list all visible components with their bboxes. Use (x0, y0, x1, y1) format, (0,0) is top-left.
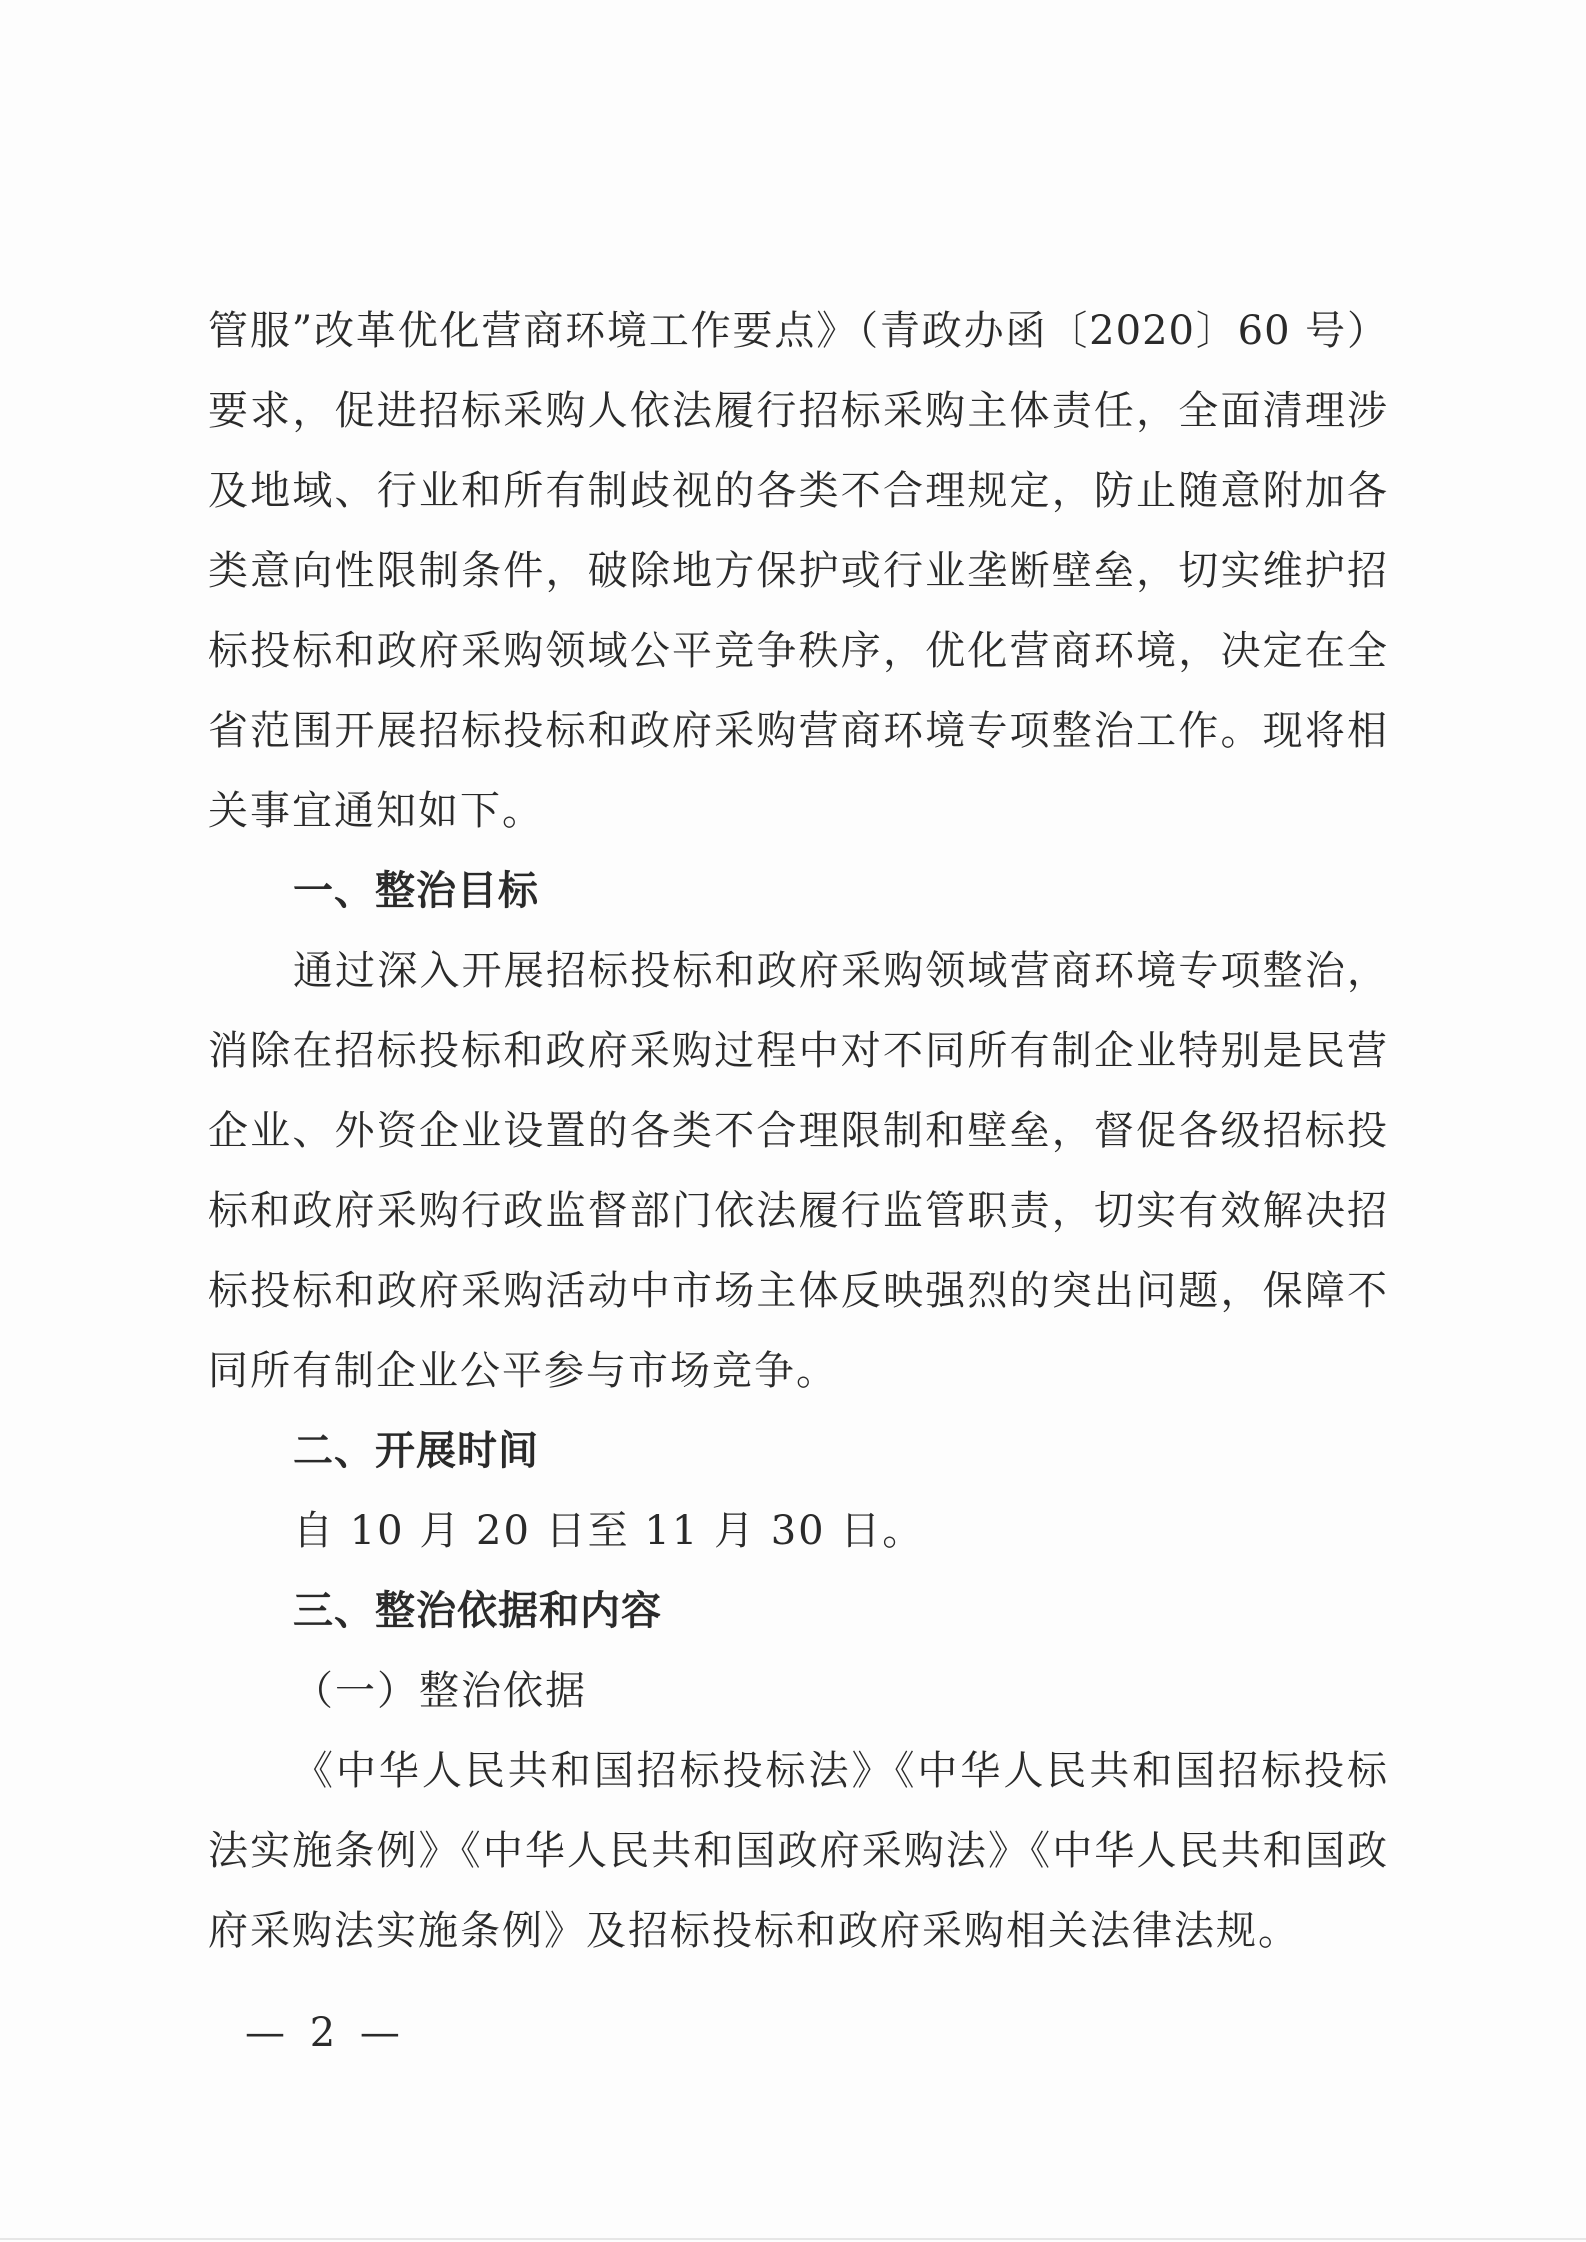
text-line: 同所有制企业公平参与市场竞争。 (208, 1348, 838, 1394)
page-number: — 2 — (245, 2010, 406, 2056)
subheading-basis: （一）整治依据 (293, 1668, 587, 1714)
section-heading-goals: 一、整治目标 (293, 868, 539, 914)
section-heading-schedule: 二、开展时间 (293, 1428, 539, 1474)
text-line: 标投标和政府采购领域公平竞争秩序，优化营商环境，决定在全 (208, 628, 1388, 674)
text-line: 标和政府采购行政监督部门依法履行监管职责，切实有效解决招 (208, 1188, 1388, 1234)
text-line: 企业、外资企业设置的各类不合理限制和壁垒，督促各级招标投 (208, 1108, 1388, 1154)
text-line: 府采购法实施条例》及招标投标和政府采购相关法律法规。 (208, 1908, 1300, 1954)
text-line: 省范围开展招标投标和政府采购营商环境专项整治工作。现将相 (208, 708, 1388, 754)
text-line: 类意向性限制条件，破除地方保护或行业垄断壁垒，切实维护招 (208, 548, 1388, 594)
schedule-text: 自 10 月 20 日至 11 月 30 日。 (293, 1508, 925, 1554)
text-line: 消除在招标投标和政府采购过程中对不同所有制企业特别是民营 (208, 1028, 1388, 1074)
section-heading-basis-content: 三、整治依据和内容 (293, 1588, 662, 1634)
text-line: 关事宜通知如下。 (208, 788, 544, 834)
text-line: 标投标和政府采购活动中市场主体反映强烈的突出问题，保障不 (208, 1268, 1388, 1314)
text-line: 管服”改革优化营商环境工作要点》（青政办函〔2020〕60 号） (208, 308, 1388, 354)
text-line: 通过深入开展招标投标和政府采购领域营商环境专项整治， (293, 948, 1388, 994)
document-body (208, 291, 1388, 1971)
text-line: 及地域、行业和所有制歧视的各类不合理规定，防止随意附加各 (208, 468, 1388, 514)
text-line: 法实施条例》《中华人民共和国政府采购法》《中华人民共和国政 (208, 1828, 1388, 1874)
text-line: 《中华人民共和国招标投标法》《中华人民共和国招标投标 (293, 1748, 1388, 1794)
scan-edge-divider (0, 2238, 1586, 2240)
text-line: 要求，促进招标采购人依法履行招标采购主体责任，全面清理涉 (208, 388, 1388, 434)
